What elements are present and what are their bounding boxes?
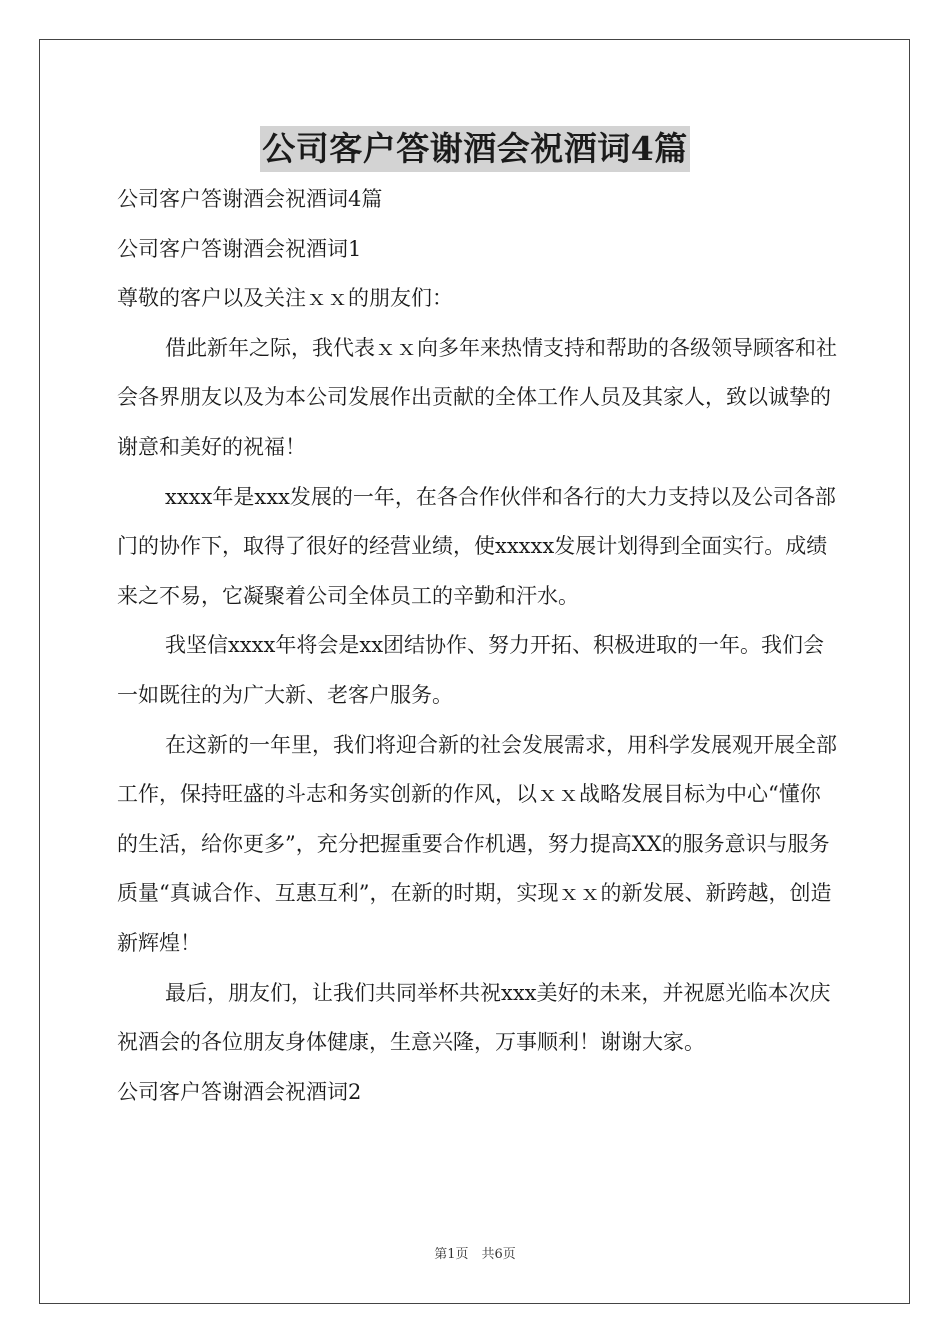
document-body: [117, 175, 839, 1117]
section-heading-2: 公司客户答谢酒会祝酒词2: [117, 1079, 362, 1104]
section-heading-1: 公司客户答谢酒会祝酒词1: [117, 236, 362, 261]
document-title: 公司客户答谢酒会祝酒词4篇: [260, 126, 689, 172]
paragraph-3: 我坚信xxxx年将会是xx团结协作、努力开拓、积极进取的一年。我们会一如既往的为广大新、老客户服务。: [117, 633, 825, 707]
paragraph-2: xxxx年是xxx发展的一年，在各合作伙伴和各行的大力支持以及公司各部门的协作下，取得了很好的经营业绩，使xxxxx发展计划得到全面实行。成绩来之不易，它凝聚着公司全体员工的辛勤和汗水。: [117, 484, 836, 608]
paragraph-5: 最后，朋友们，让我们共同举杯共祝xxx美好的未来，并祝愿光临本次庆祝酒会的各位朋友身体健康，生意兴隆，万事顺利！谢谢大家。: [117, 980, 831, 1055]
subtitle-line: 公司客户答谢酒会祝酒词4篇: [117, 187, 383, 211]
paragraph-4: 在这新的一年里，我们将迎合新的社会发展需求，用科学发展观开展全部工作，保持旺盛的斗志和务实创新的作风，以ｘｘ战略发展目标为中心“懂你的生活，给你更多”，充分把握重要合作机遇，努力提高XX的服务意识与服务质量“真诚合作、互惠互利”，在新的时期，实现ｘｘ的新发展、新跨越，创造新辉煌！: [117, 732, 837, 955]
title-container: [0, 126, 950, 172]
page-number-footer: 第1页 共6页: [434, 1247, 516, 1262]
salutation: 尊敬的客户以及关注ｘｘ的朋友们：: [117, 286, 453, 311]
paragraph-1: 借此新年之际，我代表ｘｘ向多年来热情支持和帮助的各级领导顾客和社会各界朋友以及为本公司发展作出贡献的全体工作人员及其家人，致以诚挚的谢意和美好的祝福！: [117, 335, 837, 459]
